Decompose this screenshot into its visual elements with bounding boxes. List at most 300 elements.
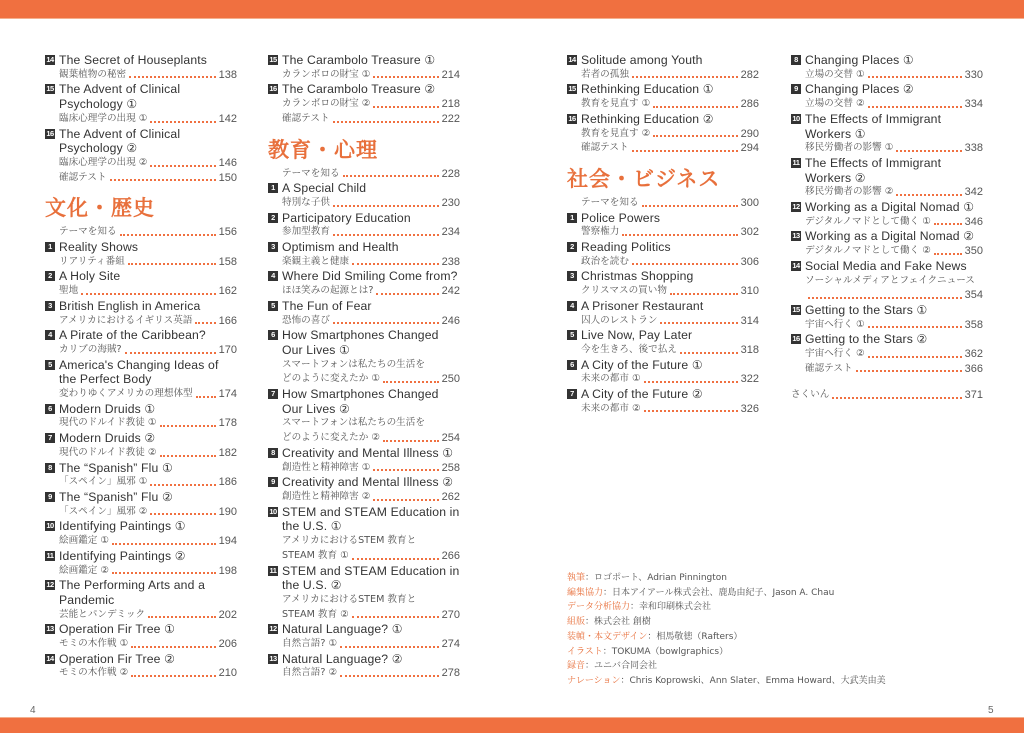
page-number: 222 bbox=[441, 112, 460, 125]
english-title-row bbox=[45, 431, 237, 446]
english-title: Identifying Paintings ② bbox=[59, 548, 186, 563]
english-title-row bbox=[45, 490, 237, 505]
page-number: 366 bbox=[964, 362, 983, 375]
english-title: Where Did Smiling Come from? bbox=[282, 269, 458, 284]
toc-page-line bbox=[45, 255, 237, 270]
japanese-title: アメリカにおけるイギリス英語 bbox=[59, 314, 193, 326]
english-title-row bbox=[567, 53, 759, 68]
toc-page-line bbox=[268, 225, 460, 240]
japanese-title: 絵画鑑定 ① bbox=[59, 535, 110, 547]
lesson-number-badge: 6 bbox=[567, 360, 577, 370]
dotted-leader bbox=[160, 425, 216, 427]
dotted-leader bbox=[160, 455, 216, 457]
toc-entry[interactable] bbox=[268, 564, 460, 623]
dotted-leader bbox=[195, 322, 215, 324]
page-number: 238 bbox=[441, 255, 460, 268]
english-title-row bbox=[567, 211, 759, 226]
toc-entry[interactable] bbox=[45, 240, 237, 269]
english-title: A Prisoner Restaurant bbox=[581, 298, 704, 313]
toc-entry[interactable] bbox=[45, 431, 237, 460]
toc-entry[interactable] bbox=[45, 53, 237, 82]
index-entry[interactable] bbox=[791, 388, 983, 403]
english-title: Working as a Digital Nomad ② bbox=[805, 229, 975, 244]
credits-block bbox=[567, 571, 987, 689]
toc-entry[interactable] bbox=[791, 112, 983, 156]
toc-page-line bbox=[567, 255, 759, 270]
english-title-row bbox=[791, 303, 983, 318]
credit-role: ナレーション bbox=[567, 675, 621, 686]
english-title-row bbox=[45, 402, 237, 417]
english-title: The Performing Arts and a Pandemic bbox=[59, 578, 206, 607]
english-title-row bbox=[268, 328, 460, 357]
japanese-title: 現代のドルイド教徒 ② bbox=[59, 446, 157, 458]
lesson-number-badge: 6 bbox=[45, 404, 55, 414]
dotted-leader bbox=[352, 558, 439, 560]
toc-sub-entry[interactable] bbox=[268, 112, 460, 127]
english-title: STEM and STEAM Education in the U.S. ① bbox=[282, 504, 460, 534]
toc-column-2 bbox=[268, 53, 460, 681]
japanese-title: テーマを知る bbox=[59, 226, 117, 238]
lesson-number-badge: 13 bbox=[46, 624, 54, 634]
credit-value: 相馬敬徳（Rafters） bbox=[656, 631, 743, 642]
english-title: Reality Shows bbox=[59, 240, 139, 255]
toc-page-line bbox=[45, 171, 237, 186]
japanese-title: 創造性と精神障害 ① bbox=[282, 461, 371, 473]
english-title-row bbox=[791, 259, 983, 274]
page-number: 302 bbox=[740, 226, 759, 239]
toc-page-line bbox=[268, 490, 460, 505]
toc-page-line bbox=[45, 112, 237, 127]
credit-separator: ： bbox=[602, 646, 612, 657]
lesson-number-badge: 3 bbox=[268, 242, 278, 252]
dotted-leader bbox=[131, 675, 215, 677]
toc-entry[interactable] bbox=[45, 269, 237, 298]
english-title-row bbox=[791, 229, 983, 244]
page-number: 230 bbox=[441, 196, 460, 209]
toc-entry[interactable] bbox=[45, 652, 237, 681]
page-number: 358 bbox=[964, 318, 983, 331]
dotted-leader bbox=[373, 469, 438, 471]
toc-entry[interactable] bbox=[567, 53, 759, 82]
dotted-leader bbox=[896, 194, 961, 196]
dotted-leader bbox=[383, 381, 439, 383]
lesson-number-badge: 8 bbox=[45, 463, 55, 473]
page-number: 342 bbox=[964, 186, 983, 199]
toc-entry[interactable] bbox=[567, 82, 759, 111]
lesson-number-badge: 11 bbox=[269, 565, 277, 575]
lesson-number-badge: 15 bbox=[46, 84, 54, 94]
english-title-row bbox=[268, 387, 460, 416]
page-number: 194 bbox=[218, 535, 237, 548]
dotted-leader bbox=[642, 205, 738, 207]
english-title-row bbox=[567, 82, 759, 97]
toc-entry[interactable] bbox=[45, 328, 237, 357]
english-title: Changing Places ② bbox=[805, 82, 915, 97]
lesson-number-badge: 14 bbox=[46, 653, 54, 663]
lesson-number-badge: 14 bbox=[568, 55, 576, 64]
toc-entry[interactable] bbox=[567, 358, 759, 387]
lesson-number-badge: 4 bbox=[567, 301, 577, 311]
toc-page-line bbox=[45, 416, 237, 431]
english-title: The Advent of Clinical Psychology ② bbox=[59, 126, 181, 156]
toc-page-line bbox=[45, 284, 237, 299]
page-number: 210 bbox=[218, 667, 237, 680]
toc-entry[interactable] bbox=[268, 505, 460, 564]
page-number: 262 bbox=[441, 490, 460, 503]
toc-page-line bbox=[567, 196, 759, 211]
credit-separator: ： bbox=[585, 661, 595, 672]
dotted-leader bbox=[632, 76, 738, 78]
toc-entry[interactable] bbox=[791, 156, 983, 200]
dotted-leader bbox=[934, 223, 962, 225]
toc-entry[interactable] bbox=[791, 229, 983, 258]
english-title: Optimism and Health bbox=[282, 240, 399, 255]
toc-page-line bbox=[268, 431, 460, 446]
section-heading: 文化・歴史 bbox=[45, 196, 155, 221]
dotted-leader bbox=[150, 513, 215, 515]
credit-role: 録音 bbox=[567, 661, 586, 672]
page-number: 346 bbox=[964, 215, 983, 228]
toc-sub-entry[interactable] bbox=[45, 171, 237, 186]
dotted-leader bbox=[333, 121, 439, 123]
toc-entry[interactable] bbox=[567, 299, 759, 328]
english-title-row bbox=[791, 332, 983, 347]
page-number: 306 bbox=[740, 255, 759, 268]
english-title: Police Powers bbox=[581, 210, 661, 225]
toc-sub-entry[interactable] bbox=[791, 362, 983, 377]
toc-column-3 bbox=[567, 53, 759, 416]
english-title: The Effects of Immigrant Workers ① bbox=[805, 111, 942, 141]
japanese-title: モミの木作戦 ① bbox=[59, 638, 129, 650]
credit-value: 日本アイアール株式会社、鹿島由紀子、Jason A. Chau bbox=[612, 587, 835, 598]
english-title: Modern Druids ① bbox=[59, 401, 156, 416]
toc-page-line bbox=[45, 534, 237, 549]
toc-page-line bbox=[268, 167, 460, 182]
page-number: 158 bbox=[218, 255, 237, 268]
dotted-leader bbox=[128, 263, 216, 265]
toc-sub-entry[interactable] bbox=[45, 225, 237, 240]
page-number: 282 bbox=[740, 68, 759, 81]
japanese-title: カランボロの財宝 ① bbox=[282, 68, 371, 80]
japanese-title: 特別な子供 bbox=[282, 196, 330, 208]
toc-entry[interactable] bbox=[791, 332, 983, 361]
lesson-number-badge: 6 bbox=[268, 330, 278, 340]
section-heading: 教育・心理 bbox=[268, 137, 378, 162]
english-title: STEM and STEAM Education in the U.S. ② bbox=[282, 563, 460, 593]
japanese-title: 恐怖の喜び bbox=[282, 314, 330, 326]
toc-page-line bbox=[567, 68, 759, 83]
japanese-title: 楽観主義と健康 bbox=[282, 255, 350, 267]
toc-page-line bbox=[567, 225, 759, 240]
lesson-number-badge: 11 bbox=[46, 550, 54, 560]
toc-entry[interactable] bbox=[45, 358, 237, 402]
english-title: Natural Language? ② bbox=[282, 651, 403, 666]
page-number: 290 bbox=[740, 127, 759, 140]
page-number: 162 bbox=[218, 285, 237, 298]
toc-entry[interactable] bbox=[791, 200, 983, 229]
toc-page-line bbox=[268, 372, 460, 387]
lesson-number-badge: 9 bbox=[268, 477, 278, 487]
english-title-row bbox=[268, 211, 460, 226]
credit-separator: ： bbox=[585, 573, 595, 583]
toc-entry[interactable] bbox=[567, 387, 759, 416]
credit-separator: ： bbox=[630, 602, 640, 613]
credit-line bbox=[567, 674, 987, 689]
english-title: Getting to the Stars ② bbox=[805, 332, 928, 347]
toc-entry[interactable] bbox=[268, 181, 460, 210]
english-title-row bbox=[268, 299, 460, 314]
toc-entry[interactable] bbox=[268, 53, 460, 82]
english-title: A Special Child bbox=[282, 181, 367, 196]
toc-page-line bbox=[567, 343, 759, 358]
english-title: Getting to the Stars ① bbox=[805, 302, 928, 317]
credit-line bbox=[567, 571, 987, 586]
english-title-row bbox=[45, 53, 237, 68]
dotted-leader bbox=[373, 76, 438, 78]
toc-entry[interactable] bbox=[268, 328, 460, 387]
lesson-number-badge: 8 bbox=[791, 55, 801, 65]
japanese-title: 今を生きろ、後で払え bbox=[581, 343, 677, 355]
english-title: The “Spanish” Flu ② bbox=[59, 489, 174, 504]
lesson-number-badge: 16 bbox=[792, 334, 800, 344]
toc-entry[interactable] bbox=[791, 53, 983, 82]
english-title-row bbox=[45, 299, 237, 314]
page-number: 310 bbox=[740, 285, 759, 298]
toc-sub-entry[interactable] bbox=[567, 141, 759, 156]
dotted-leader bbox=[343, 175, 439, 177]
toc-entry[interactable] bbox=[45, 622, 237, 651]
japanese-title: 自然言語? ② bbox=[282, 667, 338, 679]
japanese-title: さくいん bbox=[791, 389, 830, 401]
page-number: 286 bbox=[740, 98, 759, 111]
credit-line bbox=[567, 645, 987, 660]
english-title: Rethinking Education ① bbox=[581, 82, 714, 97]
english-title-row bbox=[567, 299, 759, 314]
dotted-leader bbox=[868, 106, 962, 108]
page-number: 206 bbox=[218, 638, 237, 651]
toc-entry[interactable] bbox=[268, 82, 460, 111]
toc-entry[interactable] bbox=[45, 402, 237, 431]
credit-line bbox=[567, 586, 987, 601]
toc-entry[interactable] bbox=[45, 578, 237, 622]
english-title-row bbox=[567, 328, 759, 343]
english-title-row bbox=[268, 475, 460, 490]
toc-entry[interactable] bbox=[268, 211, 460, 240]
toc-entry[interactable] bbox=[45, 490, 237, 519]
japanese-title: 警察権力 bbox=[581, 226, 620, 238]
dotted-leader bbox=[868, 356, 962, 358]
page-number: 214 bbox=[441, 68, 460, 81]
toc-entry[interactable] bbox=[45, 127, 237, 171]
spacer bbox=[791, 376, 983, 388]
japanese-title: 未来の都市 ② bbox=[581, 402, 641, 414]
dotted-leader bbox=[896, 150, 961, 152]
toc-page-line bbox=[567, 127, 759, 142]
english-title: How Smartphones Changed Our Lives ② bbox=[282, 387, 439, 416]
page-number: 266 bbox=[441, 549, 460, 562]
credit-role: 執筆 bbox=[567, 573, 586, 583]
toc-entry[interactable] bbox=[268, 387, 460, 446]
toc-sub-entry[interactable] bbox=[567, 196, 759, 211]
toc-page-line bbox=[45, 68, 237, 83]
toc-entry[interactable] bbox=[268, 299, 460, 328]
toc-page-line bbox=[567, 372, 759, 387]
page-number: 274 bbox=[441, 638, 460, 651]
english-title: Working as a Digital Nomad ① bbox=[805, 200, 975, 215]
toc-page-line bbox=[268, 196, 460, 211]
english-title: A City of the Future ② bbox=[581, 387, 703, 402]
japanese-title: カランボロの財宝 ② bbox=[282, 98, 371, 110]
lesson-number-badge: 5 bbox=[45, 360, 55, 370]
toc-entry[interactable] bbox=[45, 519, 237, 548]
page-number: 202 bbox=[218, 608, 237, 621]
dotted-leader bbox=[333, 234, 439, 236]
toc-entry[interactable] bbox=[268, 240, 460, 269]
dotted-leader bbox=[653, 106, 737, 108]
toc-entry[interactable] bbox=[45, 82, 237, 126]
english-title: Changing Places ① bbox=[805, 53, 915, 67]
japanese-title: 観葉植物の秘密 bbox=[59, 68, 127, 80]
japanese-title: 確認テスト bbox=[282, 112, 330, 124]
japanese-title: 確認テスト bbox=[581, 142, 629, 154]
toc-page-line bbox=[791, 388, 983, 403]
toc-column-4 bbox=[791, 53, 983, 403]
dotted-leader bbox=[373, 499, 438, 501]
toc-page-line bbox=[791, 362, 983, 377]
toc-page-line bbox=[567, 141, 759, 156]
toc-page-line bbox=[567, 314, 759, 329]
english-title-row bbox=[45, 549, 237, 564]
japanese-title: テーマを知る bbox=[581, 196, 639, 208]
japanese-title: 教育を見直す ① bbox=[581, 98, 651, 110]
page-number: 190 bbox=[218, 505, 237, 518]
english-title-row bbox=[268, 53, 460, 68]
japanese-title: 確認テスト bbox=[805, 362, 853, 374]
japanese-title: 確認テスト bbox=[59, 171, 107, 183]
japanese-title: 変わりゆくアメリカの理想体型 bbox=[59, 388, 193, 400]
lesson-number-badge: 2 bbox=[567, 242, 577, 252]
english-title-row bbox=[268, 269, 460, 284]
page-number: 150 bbox=[218, 171, 237, 184]
english-title: America's Changing Ideas of the Perfect Body bbox=[59, 357, 219, 387]
japanese-title: 未来の都市 ① bbox=[581, 373, 641, 385]
toc-page-line bbox=[791, 185, 983, 200]
english-title: Rethinking Education ② bbox=[581, 111, 714, 126]
japanese-title: 移民労働者の影響 ② bbox=[805, 186, 894, 198]
japanese-title: STEAM 教育 ② bbox=[282, 608, 349, 620]
english-title-row bbox=[268, 240, 460, 255]
lesson-number-badge: 5 bbox=[268, 301, 278, 311]
credit-role: 装幀・本文デザイン bbox=[567, 631, 648, 642]
dotted-leader bbox=[120, 234, 216, 236]
dotted-leader bbox=[129, 76, 215, 78]
lesson-number-badge: 7 bbox=[567, 389, 577, 399]
english-title: British English in America bbox=[59, 298, 201, 313]
toc-page-line bbox=[45, 637, 237, 652]
toc-page-line bbox=[791, 68, 983, 83]
japanese-title: 立場の交替 ① bbox=[805, 68, 865, 80]
english-title: Participatory Education bbox=[282, 210, 411, 225]
toc-entry[interactable] bbox=[567, 269, 759, 298]
toc-sub-entry[interactable] bbox=[268, 167, 460, 182]
toc-entry[interactable] bbox=[45, 461, 237, 490]
toc-entry[interactable] bbox=[268, 269, 460, 298]
english-title-row bbox=[268, 622, 460, 637]
credit-role: イラスト bbox=[567, 646, 603, 657]
english-title: The Secret of Houseplants bbox=[59, 53, 208, 67]
toc-page-line bbox=[45, 505, 237, 520]
dotted-leader bbox=[125, 352, 216, 354]
japanese-title: 囚人のレストラン bbox=[581, 314, 658, 326]
dotted-leader bbox=[81, 293, 215, 295]
japanese-title: 臨床心理学の出現 ① bbox=[59, 112, 148, 124]
toc-entry[interactable] bbox=[567, 211, 759, 240]
toc-page-line bbox=[45, 156, 237, 171]
toc-entry[interactable] bbox=[567, 240, 759, 269]
lesson-number-badge: 3 bbox=[567, 271, 577, 281]
toc-entry[interactable] bbox=[791, 82, 983, 111]
english-title: Natural Language? ① bbox=[282, 622, 403, 637]
lesson-number-badge: 9 bbox=[791, 84, 801, 94]
toc-entry[interactable] bbox=[268, 622, 460, 651]
english-title: Creativity and Mental Illness ② bbox=[282, 475, 454, 490]
dotted-leader bbox=[660, 322, 737, 324]
dotted-leader bbox=[333, 322, 439, 324]
toc-entry[interactable] bbox=[791, 303, 983, 332]
toc-page-line bbox=[45, 225, 237, 240]
japanese-title: どのように変えたか ① bbox=[282, 373, 380, 385]
lesson-number-badge: 16 bbox=[46, 128, 54, 138]
page-number: 326 bbox=[740, 402, 759, 415]
japanese-title: デジタルノマドとして働く ① bbox=[805, 215, 931, 227]
english-title-row bbox=[45, 82, 237, 111]
dotted-leader bbox=[196, 396, 216, 398]
lesson-number-badge: 1 bbox=[45, 242, 55, 252]
toc-entry[interactable] bbox=[45, 549, 237, 578]
toc-page-line bbox=[268, 68, 460, 83]
english-title-row bbox=[567, 112, 759, 127]
toc-entry[interactable] bbox=[567, 328, 759, 357]
lesson-number-badge: 4 bbox=[268, 271, 278, 281]
japanese-title: 移民労働者の影響 ① bbox=[805, 142, 894, 154]
toc-entry[interactable] bbox=[268, 446, 460, 475]
english-title-row bbox=[45, 461, 237, 476]
credit-value: TOKUMA（bowlgraphics） bbox=[611, 646, 729, 657]
dotted-leader bbox=[934, 253, 962, 255]
page-number-left: 4 bbox=[30, 705, 36, 716]
toc-page-line bbox=[268, 637, 460, 652]
toc-page-line bbox=[791, 244, 983, 259]
toc-entry[interactable] bbox=[45, 299, 237, 328]
english-title: The “Spanish” Flu ① bbox=[59, 460, 174, 475]
english-title-row bbox=[45, 652, 237, 667]
toc-entry[interactable] bbox=[268, 475, 460, 504]
toc-entry[interactable] bbox=[567, 112, 759, 141]
english-title-row bbox=[45, 127, 237, 156]
dotted-leader bbox=[644, 381, 738, 383]
english-title-row bbox=[268, 564, 460, 593]
toc-entry[interactable] bbox=[791, 259, 983, 303]
dotted-leader bbox=[112, 543, 216, 545]
credit-value: ロゴポート、Adrian Pinnington bbox=[594, 573, 728, 583]
toc-column-1 bbox=[45, 53, 237, 681]
page-number: 334 bbox=[964, 98, 983, 111]
page-number: 300 bbox=[740, 196, 759, 209]
toc-entry[interactable] bbox=[268, 652, 460, 681]
dotted-leader bbox=[150, 165, 215, 167]
japanese-title: 絵画鑑定 ② bbox=[59, 564, 110, 576]
dotted-leader bbox=[150, 484, 215, 486]
